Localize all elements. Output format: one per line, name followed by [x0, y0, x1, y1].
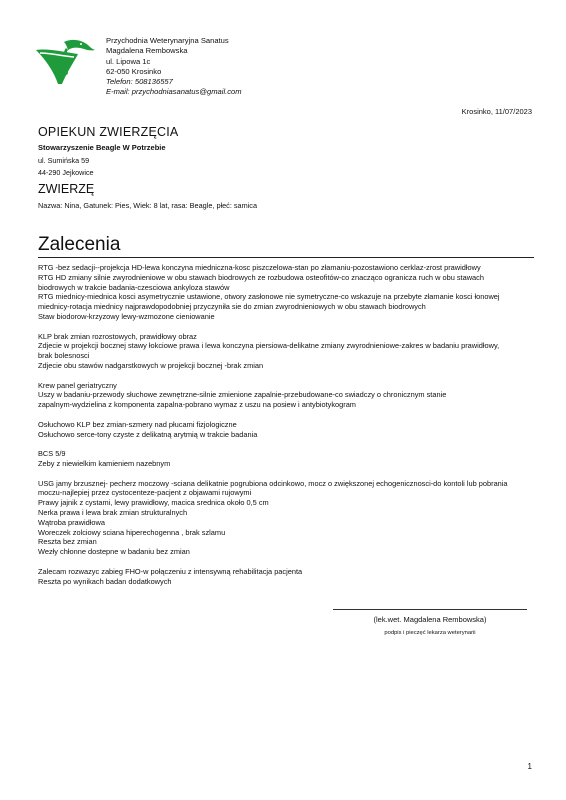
recommendation-line: Reszta bez zmian [38, 537, 97, 547]
clinic-logo [34, 36, 96, 86]
recommendation-line: Wątroba prawidłowa [38, 517, 105, 527]
recommendations-heading: Zalecenia [38, 234, 121, 255]
recommendation-line: biodrowych w trakcie badania-czesciowa ankyloza stawów [38, 282, 230, 292]
recommendation-line [38, 557, 520, 567]
clinic-phone: Telefon: 508136557 [106, 77, 173, 87]
recommendation-line: Wezły chłonne dostepne w badaniu bez zmian [38, 547, 190, 557]
recommendation-line: KLP brak zmian rozrostowych, prawidłowy obraz [38, 331, 197, 341]
recommendation-line: RTG HD zmiany silnie zwyrodnieniowe w obu stawach biodrowych ze rozbudowa osteofitów-co znacząco ogranicza ruch w obu stawach [38, 272, 484, 282]
recommendation-line: BCS 5/9 [38, 449, 66, 459]
animal-info: Nazwa: Nina, Gatunek: Pies, Wiek: 8 lat, rasa: Beagle, płeć: samica [38, 201, 258, 210]
clinic-owner: Magdalena Rembowska [106, 46, 188, 56]
recommendation-line: RTG miednicy-miednica kosci asymetrycznie ustawione, otwory zasłonowe nie symetryczne-co wskazuje na przebyte złamanie kosci łonowej [38, 292, 500, 302]
signature-name: (lek.wet. Magdalena Rembowska) [373, 615, 487, 624]
owner-heading: OPIEKUN ZWIERZĘCIA [38, 125, 179, 139]
recommendation-line [38, 439, 520, 449]
recommendation-line: zapalnym-wydzielina z komponenta zapalna-pobrano wymaz z uszu na posiew i antybiotykogram [38, 400, 356, 410]
recommendation-line: Zdjecie obu stawów nadgarstkowych w projekcji bocznej -brak zmian [38, 360, 264, 370]
recommendation-line: Reszta po wynikach badan dodatkowych [38, 576, 172, 586]
recommendation-line [38, 410, 520, 420]
document-date: Krosinko, 11/07/2023 [461, 107, 532, 116]
recommendation-line: Nerka prawa i lewa brak zmian strukturalnych [38, 507, 188, 517]
heading-divider [38, 257, 534, 258]
signature-caption: podpis i pieczęć lekarza weterynarii [384, 630, 476, 636]
recommendation-line: Zeby z niewielkim kamieniem nazebnym [38, 458, 171, 468]
signature-line [333, 609, 527, 610]
recommendation-line: Zdjecie w projekcji bocznej stawy łokciowe prawa i lewa konczyna piersiowa-delikatne zmiany zwyrodnieniowe-zakres w badaniu prawidłowy, [38, 341, 500, 351]
recommendation-line: Uszy w badaniu-przewody słuchowe zewnętrzne-silnie zmienione zapalnie-przebudowane-co swiadczy o chronicznym stanie [38, 390, 447, 400]
page-number: 1 [527, 762, 532, 771]
recommendation-line: Osłuchowo KLP bez zmian-szmery nad płucami fizjologiczne [38, 419, 237, 429]
clinic-name: Przychodnia Weterynaryjna Sanatus [106, 36, 229, 45]
recommendation-line [38, 371, 520, 381]
recommendation-line: Prawy jajnik z cystami, lewy prawidłowy, macica srednica około 0,5 cm [38, 498, 269, 508]
clinic-email: E-mail: przychodniasanatus@gmail.com [106, 87, 242, 97]
recommendation-line: USG jamy brzusznej- pecherz moczowy -sciana delikatnie pogrubiona odcinkowo, mocz o zwiększonej echogenicznosci-do kontoli lub pobrania [38, 478, 508, 488]
recommendation-line: Zalecam rozwazyc zabieg FHO-w połączeniu z intensywną rehabilitacja pacjenta [38, 566, 303, 576]
owner-street: ul. Sumińska 59 [38, 156, 90, 165]
owner-name: Stowarzyszenie Beagle W Potrzebie [38, 143, 166, 152]
clinic-street: ul. Lipowa 1c [106, 56, 151, 66]
recommendation-line [38, 322, 520, 332]
recommendation-line: moczu-najlepiej przez cystocenteze-pacjent z objawami rujowymi [38, 488, 252, 498]
recommendation-line [38, 469, 520, 479]
recommendation-line: Staw biodorow-krzyzowy lewy-wzmozone cieniowanie [38, 311, 215, 321]
recommendations-body [38, 263, 520, 586]
clinic-header [106, 36, 242, 98]
recommendation-line: miednicy-rotacja miednicy najprawdopodobniej przyczyniła sie do zmian zwyrodnieniowych w obu stawach biodrowych [38, 302, 426, 312]
owner-city: 44-290 Jejkowice [38, 168, 94, 177]
recommendation-line: brak bolesnosci [38, 351, 90, 361]
recommendation-line: Woreczek zolciowy sciana hiperechogenna , brak szlamu [38, 527, 226, 537]
recommendation-line: Osłuchowo serce-tony czyste z delikatną arytmią w trakcie badania [38, 429, 258, 439]
clinic-city: 62-050 Krosinko [106, 66, 162, 76]
recommendation-line: Krew panel geriatryczny [38, 380, 117, 390]
recommendation-line: RTG -bez sedacji--projekcja HD-lewa konczyna miedniczna-kosc piszczelowa-stan po złamaniu-pozostawiono cerklaz-zrost prawidłowy [38, 263, 481, 272]
animal-heading: ZWIERZĘ [38, 182, 95, 196]
